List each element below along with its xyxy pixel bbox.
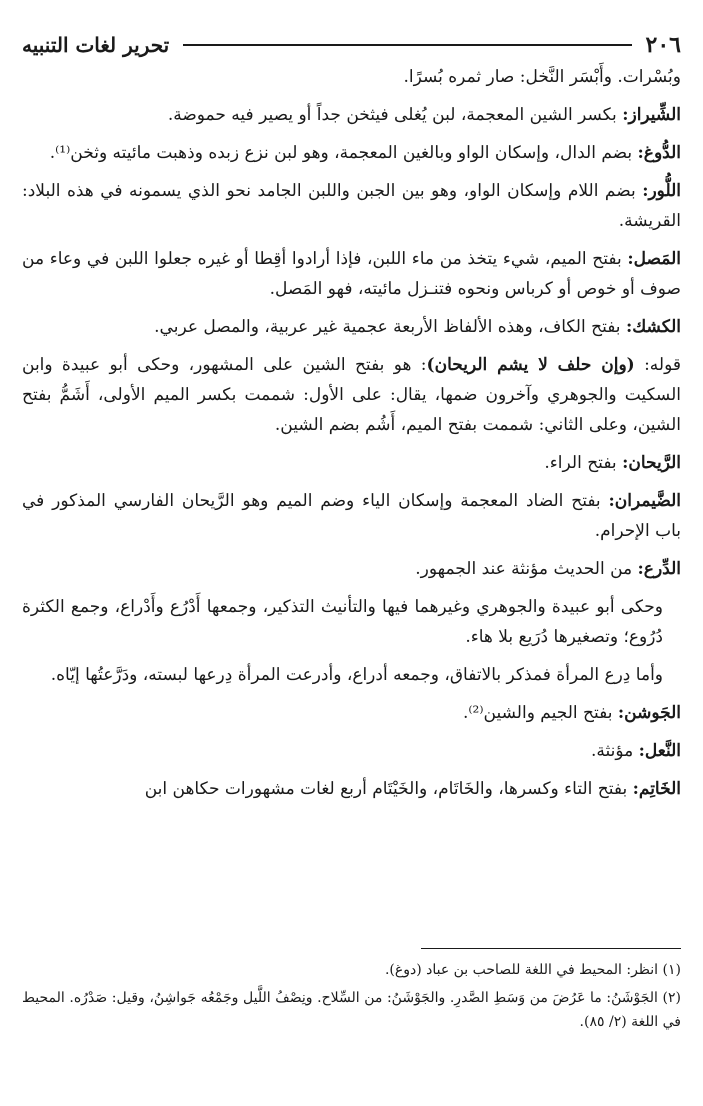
page-number: ٢٠٦ (645, 32, 681, 58)
paragraph-text: وحكى أبو عبيدة والجوهري وغيرهما فيها والتأنيث التذكير، وجمعها أَدْرُع وأَدْراع، وجمع الكثرة دُرُوع؛ وتصغيرها دُرَيع بلا هاء. (22, 597, 663, 647)
quoted-phrase: (وإن حلف لا يشم الريحان) (426, 355, 635, 375)
entry-text: بفتح الضاد المعجمة وإسكان الياء وضم الميم وهو الرَّيحان الفارسي المذكور في باب الإحرام. (22, 491, 681, 541)
quote-lead: قوله: (634, 355, 681, 375)
entry-paragraph (22, 244, 681, 304)
header-rule (183, 44, 631, 46)
entry-term: المَصل: (627, 249, 681, 269)
paragraph-text: وأما دِرع المرأة فمذكر بالاتفاق، وجمعه أدراع، وأدرعت المرأة دِرعها لبسته، ودَرَّعتُها إيّاه. (50, 665, 663, 685)
entry-paragraph (22, 448, 681, 478)
entry-term: الدِّرع: (637, 559, 681, 579)
entry-text: بضم اللام وإسكان الواو، وهو بين الجبن واللبن الجامد نحو الذي يسمونه في هذه البلاد: القريشة. (22, 181, 681, 231)
entry-term: الرَّيحان: (622, 453, 681, 473)
entry-term: الجَوشن: (617, 703, 681, 723)
entry-text: بفتح الميم، شيء يتخذ من ماء اللبن، فإذا أرادوا أقِطا أو غيره جعلوا اللبن في وعاء من صوف أو خوص أو كرباس ونحوه فتنـزل مائيته، فهو المَصل. (22, 249, 681, 299)
running-title: تحرير لغات التنبيه (22, 33, 170, 57)
body-text (22, 62, 681, 812)
quote-paragraph (22, 350, 681, 440)
entry-term: الشِّيراز: (622, 105, 681, 125)
page-header (22, 30, 681, 60)
entry-text: مؤنثة. (590, 741, 639, 761)
quote-text: : هو بفتح الشين على المشهور، وحكى أبو عبيدة وابن السكيت والجوهري وآخرون ضمها، يقال: على الأول: شممت بكسر الميم الأولى، أَشَمُّ بفتح الشين، وعلى الثاني: شممت بفتح الميم، أَشُم بضم الشين. (22, 355, 681, 435)
entry-text: من الحديث مؤنثة عند الجمهور. (415, 559, 638, 579)
entry-text: بكسر الشين المعجمة، لبن يُغلى فيثخن جداً أو يصير فيه حموضة. (167, 105, 623, 125)
footnote: (١) انظر: المحيط في اللغة للصاحب بن عباد (دوغ). (384, 962, 681, 978)
entry-paragraph (22, 100, 681, 130)
footnote: (٢) الجَوْشَنُ: ما عَرُضَ من وَسَطِ الصَّدرِ. والجَوْشَنُ: من السِّلاح. ونِصْفُ اللَّيل وجَمْعُه جَواشِنُ، وقيل: صَدْرُه. المحيط في اللغة (٢/ ٨٥). (22, 990, 681, 1030)
entry-paragraph (22, 312, 681, 342)
footnotes (22, 958, 681, 1038)
paragraph (22, 592, 681, 652)
entry-text: بفتح الجيم والشين⁽²⁾. (462, 703, 618, 723)
entry-text: بضم الدال، وإسكان الواو وبالغين المعجمة، وهو لبن نزع زبده وذهبت مائيته وثخن⁽¹⁾. (49, 143, 638, 163)
entry-term: اللُّور: (642, 181, 681, 201)
entry-paragraph (22, 774, 681, 804)
entry-paragraph (22, 176, 681, 236)
paragraph (22, 660, 681, 690)
footnote-separator (421, 948, 681, 949)
entry-term: الدُّوغ: (637, 143, 681, 163)
entry-paragraph (22, 138, 681, 168)
entry-text: بفتح الراء. (544, 453, 623, 473)
entry-paragraph (22, 736, 681, 766)
entry-term: النَّعل: (638, 741, 681, 761)
entry-text: بفتح الكاف، وهذه الألفاظ الأربعة عجمية غير عربية، والمصل عربي. (154, 317, 626, 337)
entry-term: الكشك: (625, 317, 681, 337)
entry-paragraph (22, 486, 681, 546)
entry-paragraph (22, 698, 681, 728)
paragraph (22, 62, 681, 92)
entry-paragraph (22, 554, 681, 584)
entry-term: الضَّيمران: (608, 491, 681, 511)
paragraph-text: وبُسْرات. وأَبْسَر النَّخل: صار ثمره بُسرًا. (403, 67, 681, 87)
entry-text: بفتح التاء وكسرها، والخَاتَام، والخَيْتَام أربع لغات مشهورات حكاهن ابن (144, 779, 633, 799)
entry-term: الخَاتِم: (632, 779, 681, 799)
